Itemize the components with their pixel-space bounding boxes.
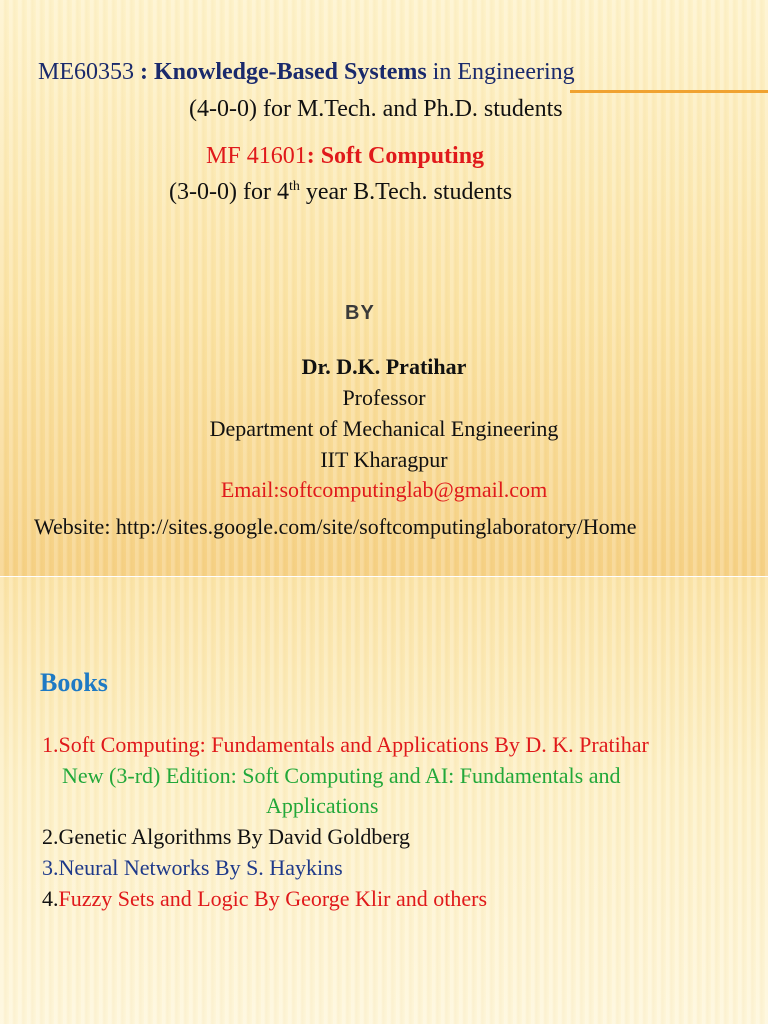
course2-credits xyxy=(169,179,512,206)
course1-separator: : xyxy=(134,59,154,85)
course2-credits-sup: th xyxy=(288,179,300,194)
author-name: Dr. D.K. Pratihar xyxy=(301,354,467,379)
book-number: 4. xyxy=(42,886,59,911)
book-text: Neural Networks By S. Haykins xyxy=(58,855,343,880)
book-number: 3. xyxy=(42,855,59,880)
course2-name: Soft Computing xyxy=(320,143,485,169)
book-text: Genetic Algorithms By David Goldberg xyxy=(58,824,411,849)
book-item-4 xyxy=(42,886,487,912)
course1-code: ME60353 xyxy=(38,59,134,85)
course1-title xyxy=(38,59,575,86)
course2-credits-suffix: year B.Tech. students xyxy=(299,179,513,205)
course1-suffix: in Engineering xyxy=(426,59,575,85)
course1-name: Knowledge-Based Systems xyxy=(154,59,427,85)
books-slide xyxy=(0,577,768,1024)
book-item-3 xyxy=(42,855,343,881)
author-email[interactable]: Email:softcomputinglab@gmail.com xyxy=(220,477,548,502)
books-heading: Books xyxy=(40,668,108,697)
course2-credits-text: (3-0-0) for 4 xyxy=(169,179,289,205)
author-institute: IIT Kharagpur xyxy=(320,447,448,472)
book-text: Fuzzy Sets and Logic By George Klir and others xyxy=(58,886,488,911)
accent-line xyxy=(570,90,768,93)
edition-note-line1: New (3-rd) Edition: Soft Computing and AI: Fundamentals and xyxy=(62,763,621,788)
author-website[interactable]: Website: http://sites.google.com/site/softcomputinglaboratory/Home xyxy=(34,514,637,539)
course2-separator: : xyxy=(306,143,321,169)
course2-code: MF 41601 xyxy=(206,143,307,169)
course1-credits: (4-0-0) for M.Tech. and Ph.D. students xyxy=(189,96,563,122)
edition-note-line2: Applications xyxy=(266,793,379,818)
author-department: Department of Mechanical Engineering xyxy=(209,416,559,441)
book-text: Soft Computing: Fundamentals and Applications By D. K. Pratihar xyxy=(58,732,649,757)
book-number: 1. xyxy=(42,732,59,757)
book-number: 2. xyxy=(42,824,59,849)
author-title: Professor xyxy=(342,385,426,410)
book-item-1 xyxy=(42,732,649,758)
book-item-2 xyxy=(42,824,410,850)
by-label: BY xyxy=(345,302,375,324)
course2-title xyxy=(206,143,484,170)
